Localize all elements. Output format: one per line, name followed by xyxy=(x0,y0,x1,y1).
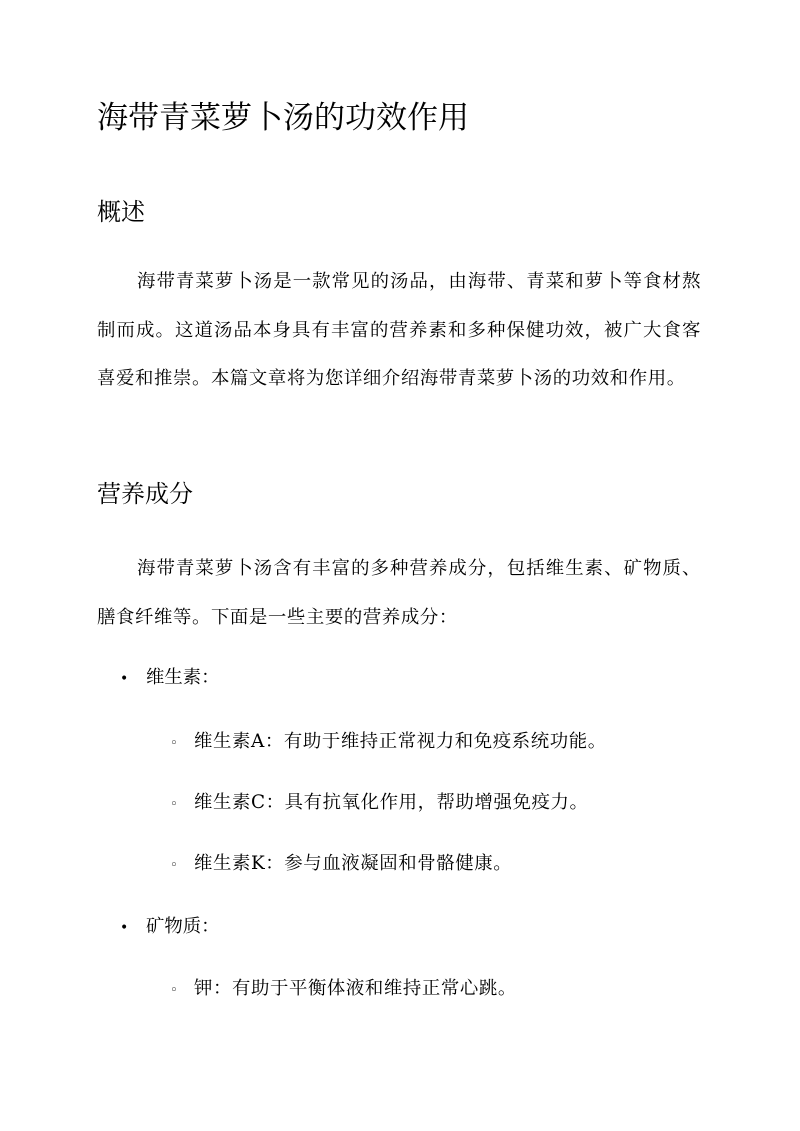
overview-paragraph: 海带青菜萝卜汤是一款常见的汤品，由海带、青菜和萝卜等食材熬制而成。这道汤品本身具有丰富的营养素和多种保健功效，被广大食客喜爱和推崇。本篇文章将为您详细介绍海带青菜萝卜汤的功效和作用。 xyxy=(97,271,701,389)
sub-list-item-vitamin-k xyxy=(170,849,512,881)
circle-bullet-icon: ◦ xyxy=(170,858,179,873)
circle-bullet-icon: ◦ xyxy=(170,736,179,751)
sub-list-item-potassium xyxy=(170,974,517,1006)
bullet-icon: • xyxy=(120,671,129,687)
sub-list-item-vitamin-a xyxy=(170,727,607,759)
page-title: 海带青菜萝卜汤的功效作用 xyxy=(97,100,469,136)
circle-bullet-icon: ◦ xyxy=(170,983,179,998)
sub-list-item-text: 维生素A：有助于维持正常视力和免疫系统功能。 xyxy=(194,731,607,752)
circle-bullet-icon: ◦ xyxy=(170,797,179,812)
sub-list-item-vitamin-c xyxy=(170,788,588,820)
list-item-label: 矿物质： xyxy=(146,916,220,937)
bullet-icon: • xyxy=(120,920,129,936)
nutrition-paragraph: 海带青菜萝卜汤含有丰富的多种营养成分，包括维生素、矿物质、膳食纤维等。下面是一些主要的营养成分： xyxy=(97,558,701,628)
list-item-label: 维生素： xyxy=(146,667,220,688)
section-heading-overview: 概述 xyxy=(97,198,145,226)
list-item-minerals xyxy=(120,912,220,943)
list-item-vitamins xyxy=(120,663,220,694)
sub-list-item-text: 钾：有助于平衡体液和维持正常心跳。 xyxy=(194,978,517,999)
section-heading-nutrition: 营养成分 xyxy=(97,480,193,508)
sub-list-item-text: 维生素K：参与血液凝固和骨骼健康。 xyxy=(194,853,513,874)
sub-list-item-text: 维生素C：具有抗氧化作用，帮助增强免疫力。 xyxy=(194,792,589,813)
